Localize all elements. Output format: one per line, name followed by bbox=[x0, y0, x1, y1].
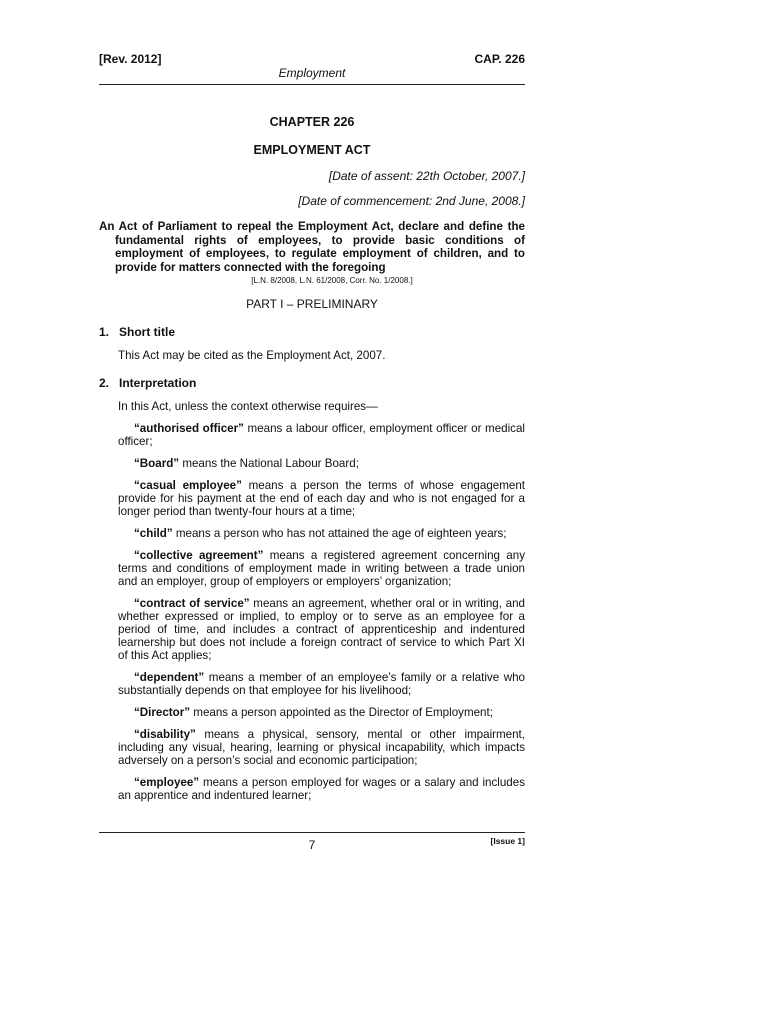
running-header bbox=[99, 50, 525, 84]
definition-term: “Board” bbox=[134, 457, 180, 470]
section-title: Interpretation bbox=[119, 376, 197, 390]
definition-text: means a person the terms of whose engagement provide for his payment at the end of each day and who is not engaged for a longer period than twenty-four hours at a time; bbox=[118, 479, 525, 518]
definition-text: means a person employed for wages or a salary and includes an apprentice and indentured learner; bbox=[118, 776, 525, 802]
cap-label: CAP. 226 bbox=[474, 52, 525, 66]
definition-text: means a physical, sensory, mental or other impairment, including any visual, hearing, learning or physical incapability, which impacts adversely on a person’s social and economic participation; bbox=[118, 728, 525, 767]
definition bbox=[99, 527, 525, 540]
section-number: 2. bbox=[99, 376, 110, 390]
definition bbox=[99, 457, 525, 470]
definition-term: “contract of service” bbox=[134, 597, 250, 610]
definition-term: “Director” bbox=[134, 706, 191, 719]
definition-term: “casual employee” bbox=[134, 479, 242, 492]
section-intro: In this Act, unless the context otherwise requires— bbox=[118, 400, 378, 413]
issue-label: [Issue 1] bbox=[490, 836, 525, 846]
definition-term: “dependent” bbox=[134, 671, 205, 684]
document-page bbox=[99, 50, 525, 802]
act-preamble: An Act of Parliament to repeal the Employment Act, declare and define the fundamental rights of employees, to provide basic conditions of employment of employees, to regulate employment of children, and to provide for matters connected with the foregoing bbox=[99, 220, 525, 274]
definition-term: “authorised officer” bbox=[134, 422, 244, 435]
legal-notice-reference: [L.N. 8/2008, L.N. 61/2008, Corr. No. 1/2008.] bbox=[251, 276, 413, 285]
running-title: Employment bbox=[278, 66, 346, 80]
definition-term: “disability” bbox=[134, 728, 196, 741]
definition bbox=[99, 479, 525, 518]
section-title: Short title bbox=[119, 325, 175, 339]
act-title: EMPLOYMENT ACT bbox=[253, 143, 371, 157]
footer-rule bbox=[99, 832, 525, 833]
assent-date: [Date of assent: 22th October, 2007.] bbox=[328, 169, 525, 183]
section-number: 1. bbox=[99, 325, 110, 339]
definition bbox=[99, 776, 525, 802]
page-footer bbox=[99, 832, 525, 852]
chapter-heading: CHAPTER 226 bbox=[269, 115, 355, 129]
definition-term: “collective agreement” bbox=[134, 549, 264, 562]
definition-text: means a person appointed as the Director of Employment; bbox=[190, 706, 493, 719]
commencement-date: [Date of commencement: 2nd June, 2008.] bbox=[298, 194, 525, 208]
definition-text: means a member of an employee’s family or a relative who substantially depends on that employee for his livelihood; bbox=[118, 671, 525, 697]
definition-text: means a labour officer, employment officer or medical officer; bbox=[118, 422, 525, 448]
definition bbox=[99, 422, 525, 448]
definition-text: means an agreement, whether oral or in writing, and whether expressed or implied, to employ or to serve as an employee for a period of time, and includes a contract of apprenticeship and indentured learnership but does not include a foreign contract of service to which Part XI of this Act applies; bbox=[118, 597, 525, 662]
section-text: This Act may be cited as the Employment Act, 2007. bbox=[118, 349, 386, 362]
revision-label: [Rev. 2012] bbox=[99, 52, 162, 66]
definition bbox=[99, 728, 525, 767]
section-heading bbox=[99, 325, 525, 339]
section-heading bbox=[99, 376, 525, 390]
definition bbox=[99, 671, 525, 697]
header-rule bbox=[99, 84, 525, 85]
definition-text: means a registered agreement concerning any terms and conditions of employment made in writing between a trade union and an employer, group of employers or employers’ organization; bbox=[118, 549, 525, 588]
definition bbox=[99, 597, 525, 662]
definition bbox=[99, 706, 525, 719]
definition bbox=[99, 549, 525, 588]
definition-term: “child” bbox=[134, 527, 173, 540]
definition-text: means a person who has not attained the age of eighteen years; bbox=[172, 527, 507, 540]
definition-text: means the National Labour Board; bbox=[179, 457, 359, 470]
part-heading: PART I – PRELIMINARY bbox=[246, 297, 378, 311]
definition-term: “employee” bbox=[134, 776, 200, 789]
page-number: 7 bbox=[308, 838, 316, 852]
